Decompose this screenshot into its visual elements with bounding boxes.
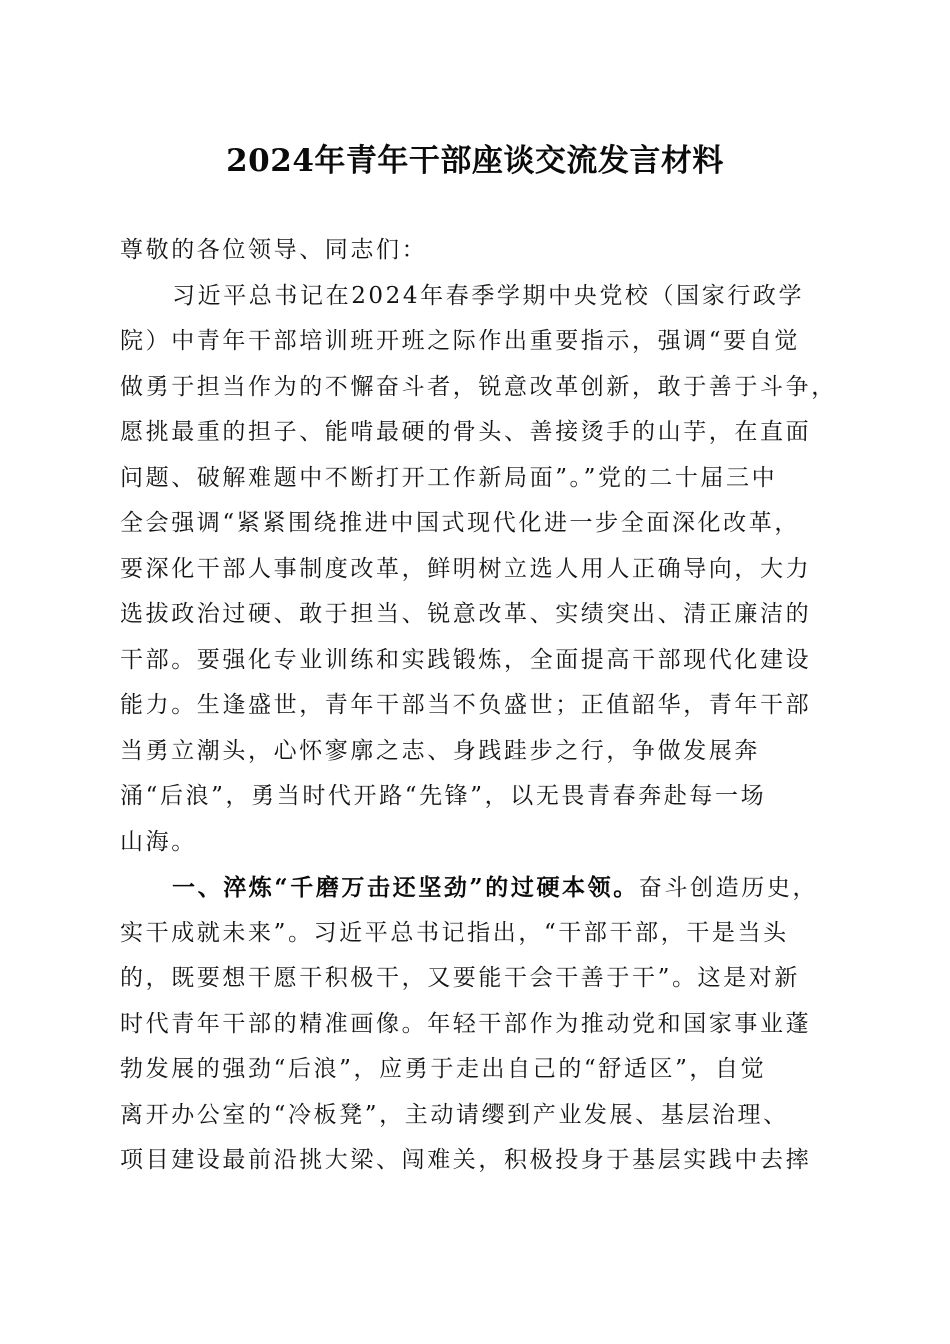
paragraph-line: 山海。 bbox=[120, 828, 197, 855]
section-line: 项目建设最前沿挑大梁、闯难关，积极投身于基层实践中去摔 bbox=[120, 1147, 812, 1173]
paragraph-line: 愿挑最重的担子、能啃最硬的骨头、善接烫手的山芋，在直面 bbox=[120, 419, 812, 445]
paragraph-line: 当勇立潮头，心怀寥廓之志、身践跬步之行，争做发展奔 bbox=[120, 737, 760, 764]
section-heading: 一、淬炼“千磨万击还坚劲”的过硬本领。 bbox=[172, 874, 639, 901]
paragraph-line: 涌“后浪”，勇当时代开路“先锋”，以无畏青春奔赴每一场 bbox=[120, 783, 767, 809]
section-line: 离开办公室的“冷板凳”，主动请缨到产业发展、基层治理、 bbox=[120, 1101, 789, 1128]
section-line: 的，既要想干愿干积极干，又要能干会干善于干”。这是对新 bbox=[120, 965, 800, 991]
paragraph-1 bbox=[120, 274, 837, 866]
section-1 bbox=[120, 865, 832, 1184]
section-line: 勃发展的强劲“后浪”，应勇于走出自己的“舒适区”，自觉 bbox=[120, 1056, 767, 1082]
salutation: 尊敬的各位领导、同志们： bbox=[120, 237, 428, 263]
document-body bbox=[120, 228, 837, 1184]
paragraph-line: 院）中青年干部培训班开班之际作出重要指示，强调“要自觉 bbox=[120, 328, 800, 354]
section-1-first-line bbox=[120, 865, 832, 911]
paragraph-line: 问题、破解难题中不断打开工作新局面”。”党的二十届三中 bbox=[120, 464, 778, 491]
section-line: 时代青年干部的精准画像。年轻干部作为推动党和国家事业蓬 bbox=[120, 1010, 812, 1037]
section-text: 奋斗创造历史， bbox=[638, 875, 819, 901]
paragraph-line: 干部。要强化专业训练和实践锻炼，全面提高干部现代化建设 bbox=[120, 646, 812, 673]
section-line: 实干成就未来”。习近平总书记指出，“干部干部，干是当头 bbox=[120, 919, 789, 946]
paragraph-line: 能力。生逢盛世，青年干部当不负盛世；正值韶华，青年干部 bbox=[120, 692, 812, 718]
paragraph-line: 全会强调“紧紧围绕推进中国式现代化进一步全面深化改革， bbox=[120, 510, 800, 536]
paragraph-line: 要深化干部人事制度改革，鲜明树立选人用人正确导向，大力 bbox=[120, 555, 812, 582]
paragraph-line: 做勇于担当作为的不懈奋斗者，锐意改革创新，敢于善于斗争， bbox=[120, 373, 837, 400]
paragraph-line: 习近平总书记在2024年春季学期中央党校（国家行政学 bbox=[172, 282, 805, 309]
document-title: 2024年青年干部座谈交流发言材料 bbox=[226, 143, 724, 179]
paragraph-line: 选拔政治过硬、敢于担当、锐意改革、实绩突出、清正廉洁的 bbox=[120, 601, 812, 627]
